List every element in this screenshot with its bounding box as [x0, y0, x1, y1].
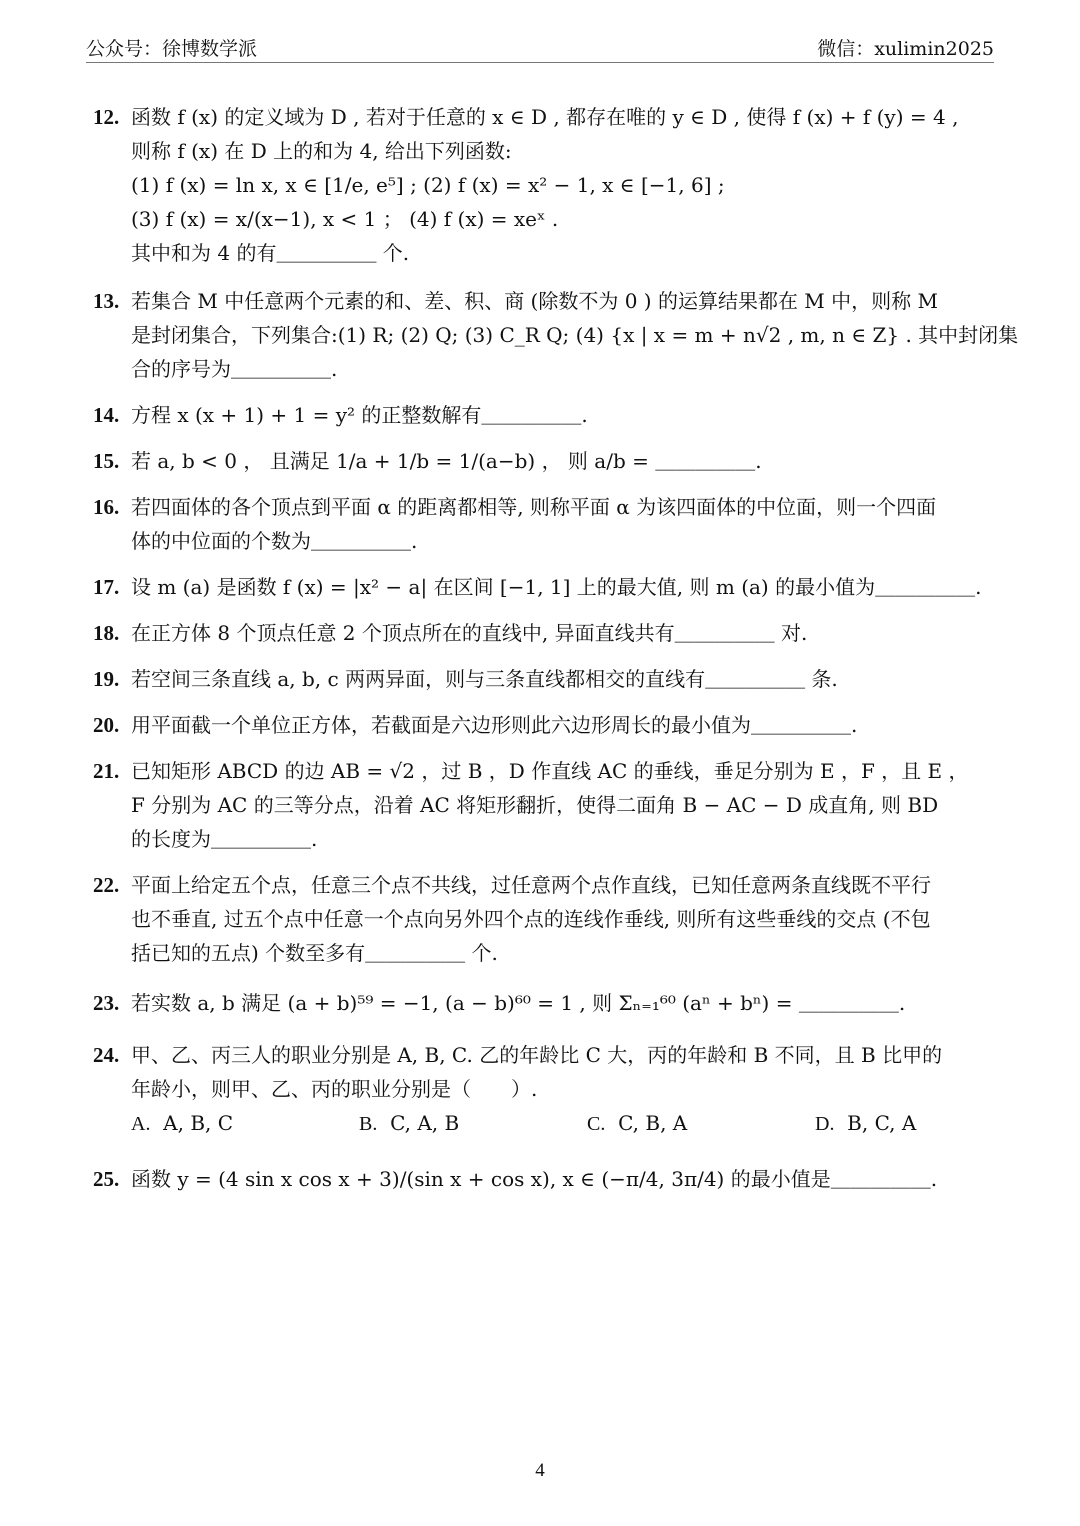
problem-text-line: 函数 y = (4 sin x cos x + 3)/(sin x + cos x), x ∈ (−π/4, 3π/4) 的最小值是＿＿＿＿＿.: [131, 1167, 938, 1191]
problem-22: [93, 868, 993, 970]
problem-number: 20.: [93, 713, 120, 737]
problem-text-line: 方程 x (x + 1) + 1 = y² 的正整数解有＿＿＿＿＿.: [131, 403, 588, 427]
problem-text-line: 若四面体的各个顶点到平面 α 的距离都相等, 则称平面 α 为该四面体的中位面，则一个四面: [131, 495, 937, 519]
problem-number: 24.: [93, 1043, 120, 1067]
problem-text-line: (1) f (x) = ln x, x ∈ [1/e, e⁵] ; (2) f (x) = x² − 1, x ∈ [−1, 6] ;: [131, 173, 725, 197]
problem-text-line: 设 m (a) 是函数 f (x) = |x² − a| 在区间 [−1, 1] 上的最大值, 则 m (a) 的最小值为＿＿＿＿＿.: [131, 575, 982, 599]
problem-number: 13.: [93, 289, 120, 313]
problem-text-line: (3) f (x) = x/(x−1), x < 1 ； (4) f (x) = xeˣ .: [131, 207, 559, 231]
problem-text-line: 若 a, b < 0 ， 且满足 1/a + 1/b = 1/(a−b) ， 则 a/b = ＿＿＿＿＿.: [131, 449, 762, 473]
problem-13: [93, 284, 1019, 386]
header-left-text: 公众号：徐博数学派: [86, 38, 258, 60]
problem-text-line: 平面上给定五个点，任意三个点不共线，过任意两个点作直线，已知任意两条直线既不平行: [131, 873, 931, 897]
problem-number: 22.: [93, 873, 120, 897]
page-number: 4: [535, 1460, 545, 1481]
header-divider: [86, 62, 994, 63]
problem-text-line: 其中和为 4 的有＿＿＿＿＿ 个.: [131, 241, 410, 265]
problem-text-line: 是封闭集合，下列集合:(1) R; (2) Q; (3) C_R Q; (4) {x | x = m + n√2 , m, n ∈ Z} . 其中封闭集: [131, 323, 1019, 347]
problem-17: [93, 570, 993, 604]
option-text: A, B, C: [163, 1111, 234, 1135]
problem-18: [93, 616, 993, 650]
problem-15: [93, 444, 993, 478]
option-text: C, A, B: [390, 1111, 460, 1135]
problem-number: 16.: [93, 495, 120, 519]
problem-20: [93, 708, 993, 742]
problem-text-line: F 分别为 AC 的三等分点，沿着 AC 将矩形翻折，使得二面角 B − AC − D 成直角, 则 BD: [131, 793, 939, 817]
option-label: D.: [815, 1113, 835, 1135]
problem-12: [93, 100, 993, 270]
problem-19: [93, 662, 993, 696]
problem-text-line: 若实数 a, b 满足 (a + b)⁵⁹ = −1, (a − b)⁶⁰ = 1 , 则 Σₙ₌₁⁶⁰ (aⁿ + bⁿ) = ＿＿＿＿＿.: [131, 991, 906, 1015]
answer-options: [93, 1106, 993, 1141]
page-header: [86, 28, 994, 62]
problem-text-line: 若集合 M 中任意两个元素的和、差、积、商 (除数不为 0 ) 的运算结果都在 M 中，则称 M: [131, 289, 938, 313]
problem-text-line: 年龄小，则甲、乙、丙的职业分别是（ ）.: [131, 1077, 538, 1101]
problem-text-line: 括已知的五点) 个数至多有＿＿＿＿＿ 个.: [131, 941, 498, 965]
option-c: [587, 1106, 815, 1141]
problem-text-line: 函数 f (x) 的定义域为 D , 若对于任意的 x ∈ D , 都存在唯的 y ∈ D , 使得 f (x) + f (y) = 4 ,: [131, 105, 959, 129]
problem-text-line: 甲、乙、丙三人的职业分别是 A, B, C. 乙的年龄比 C 大，丙的年龄和 B 不同，且 B 比甲的: [131, 1043, 943, 1067]
problem-25: [93, 1162, 993, 1196]
problem-number: 12.: [93, 105, 120, 129]
option-b: [359, 1106, 587, 1141]
problem-number: 21.: [93, 759, 120, 783]
problem-text-line: 若空间三条直线 a, b, c 两两异面，则与三条直线都相交的直线有＿＿＿＿＿ 条.: [131, 667, 838, 691]
option-text: C, B, A: [618, 1111, 688, 1135]
problem-text-line: 用平面截一个单位正方体，若截面是六边形则此六边形周长的最小值为＿＿＿＿＿.: [131, 713, 858, 737]
option-a: [131, 1106, 359, 1141]
option-text: B, C, A: [847, 1111, 917, 1135]
problem-number: 15.: [93, 449, 120, 473]
problem-text-line: 的长度为＿＿＿＿＿.: [131, 827, 318, 851]
problem-text-line: 也不垂直, 过五个点中任意一个点向另外四个点的连线作垂线, 则所有这些垂线的交点 (不包: [131, 907, 931, 931]
problem-text-line: 则称 f (x) 在 D 上的和为 4, 给出下列函数:: [131, 139, 512, 163]
problem-text-line: 在正方体 8 个顶点任意 2 个顶点所在的直线中, 异面直线共有＿＿＿＿＿ 对.: [131, 621, 808, 645]
problem-text-line: 已知矩形 ABCD 的边 AB = √2 ，过 B ，D 作直线 AC 的垂线，垂足分别为 E ，F ，且 E ，: [131, 759, 969, 783]
problem-21: [93, 754, 993, 856]
problem-number: 23.: [93, 991, 120, 1015]
problem-number: 18.: [93, 621, 120, 645]
option-label: A.: [131, 1113, 151, 1135]
problem-text-line: 合的序号为＿＿＿＿＿.: [131, 357, 338, 381]
option-label: B.: [359, 1113, 378, 1135]
problem-16: [93, 490, 993, 558]
problem-number: 25.: [93, 1167, 120, 1191]
problem-number: 17.: [93, 575, 120, 599]
problem-number: 19.: [93, 667, 120, 691]
option-d: [815, 1106, 1043, 1141]
problem-number: 14.: [93, 403, 120, 427]
header-right-text: 微信：xulimin2025: [817, 38, 994, 60]
option-label: C.: [587, 1113, 606, 1135]
problem-23: [93, 986, 993, 1020]
problem-text-line: 体的中位面的个数为＿＿＿＿＿.: [131, 529, 418, 553]
problem-14: [93, 398, 993, 432]
problem-24: [93, 1038, 993, 1141]
